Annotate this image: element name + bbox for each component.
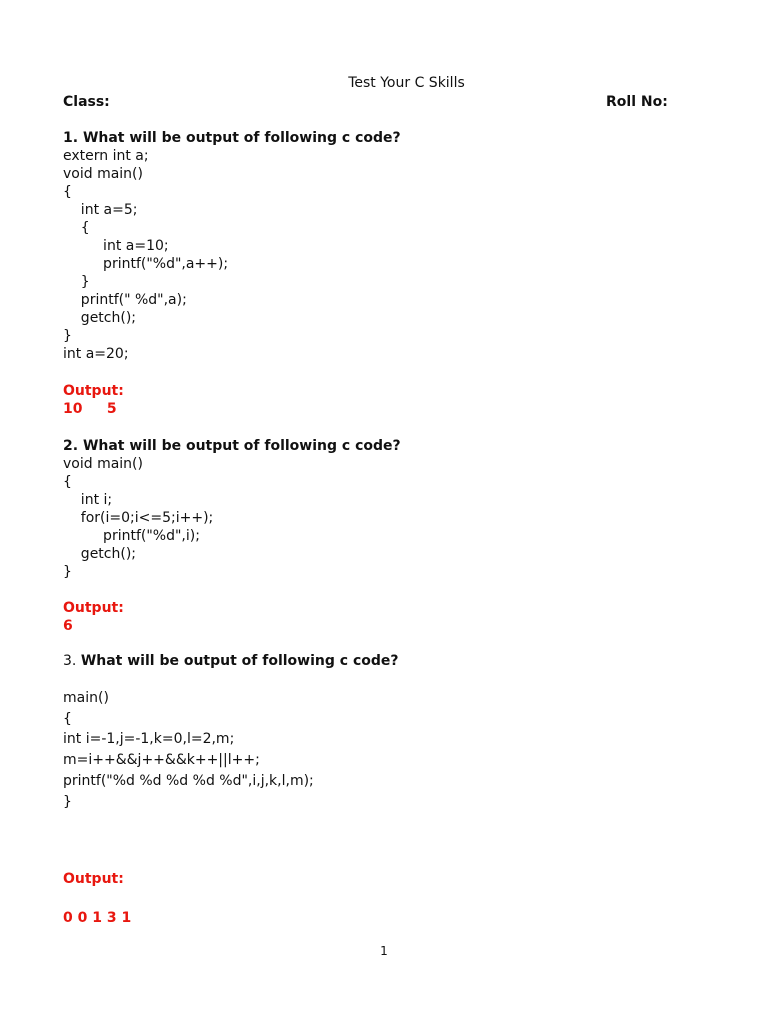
question-1-text: What will be output of following c code? bbox=[82, 130, 401, 146]
code-line: int a=5; bbox=[63, 202, 138, 218]
code-line: m=i++&&j++&&k++||l++; bbox=[63, 752, 260, 768]
roll-no-label: Roll No: bbox=[606, 94, 668, 110]
code-line: void main() bbox=[63, 456, 143, 472]
code-line: printf("%d",a++); bbox=[63, 256, 229, 272]
output-label: Output: bbox=[63, 871, 124, 887]
code-line: { bbox=[63, 474, 72, 490]
code-line: } bbox=[63, 564, 72, 580]
code-line: int a=10; bbox=[63, 238, 169, 254]
question-3-number: 3. bbox=[63, 653, 77, 669]
code-line: } bbox=[63, 328, 72, 344]
output-label: Output: bbox=[63, 600, 124, 616]
code-line: getch(); bbox=[63, 546, 137, 562]
question-3-text: What will be output of following c code? bbox=[80, 653, 399, 669]
question-2-number: 2. bbox=[63, 438, 79, 454]
code-line: { bbox=[63, 220, 90, 236]
code-line: int i=-1,j=-1,k=0,l=2,m; bbox=[63, 731, 235, 747]
code-line: printf("%d %d %d %d %d",i,j,k,l,m); bbox=[63, 773, 314, 789]
code-line: extern int a; bbox=[63, 148, 149, 164]
code-line: int a=20; bbox=[63, 346, 129, 362]
question-1-heading bbox=[63, 129, 401, 147]
code-line: int i; bbox=[63, 492, 113, 508]
page-number: 1 bbox=[380, 944, 388, 958]
class-label: Class: bbox=[63, 94, 110, 110]
question-2-text: What will be output of following c code? bbox=[82, 438, 401, 454]
code-line: main() bbox=[63, 690, 109, 706]
question-3-heading bbox=[63, 652, 399, 670]
code-line: { bbox=[63, 711, 72, 727]
code-line: printf("%d",i); bbox=[63, 528, 200, 544]
question-1-number: 1. bbox=[63, 130, 79, 146]
page-title: Test Your C Skills bbox=[348, 75, 465, 91]
output-value: 0 0 1 3 1 bbox=[63, 910, 132, 926]
code-line: } bbox=[63, 274, 90, 290]
code-line: { bbox=[63, 184, 72, 200]
code-line: for(i=0;i<=5;i++); bbox=[63, 510, 214, 526]
code-line: } bbox=[63, 794, 72, 810]
output-value: 10 5 bbox=[63, 401, 117, 417]
output-value: 6 bbox=[63, 618, 73, 634]
code-line: void main() bbox=[63, 166, 143, 182]
code-line: getch(); bbox=[63, 310, 137, 326]
output-label: Output: bbox=[63, 383, 124, 399]
code-line: printf(" %d",a); bbox=[63, 292, 187, 308]
question-2-heading bbox=[63, 437, 401, 455]
